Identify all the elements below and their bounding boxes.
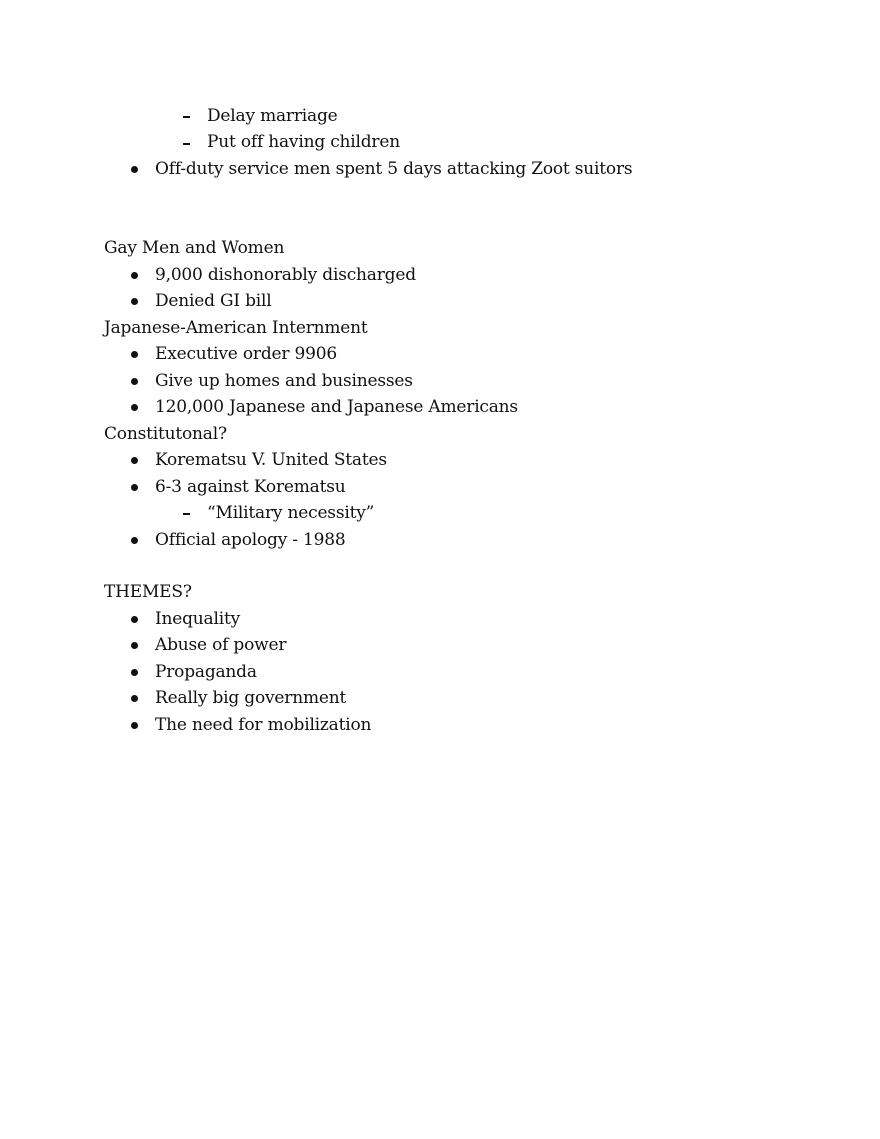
list-item: Inequality — [155, 609, 241, 629]
list-item: Really big government — [155, 688, 347, 708]
section-heading-internment: Japanese-American Internment — [104, 318, 368, 338]
list-item: 6-3 against Korematsu — [155, 477, 346, 497]
bullet-marker — [131, 272, 138, 279]
list-item: Give up homes and businesses — [155, 371, 413, 391]
bullet-marker — [131, 537, 138, 544]
sub-item-military-necessity: “Military necessity” — [207, 503, 375, 523]
list-item: Executive order 9906 — [155, 344, 337, 364]
dash-marker — [183, 143, 190, 145]
bullet-marker — [131, 695, 138, 702]
bullet-marker — [131, 616, 138, 623]
bullet-marker — [131, 298, 138, 305]
list-item: Korematsu V. United States — [155, 450, 387, 470]
list-item: Denied GI bill — [155, 291, 272, 311]
sub-item-put-off-children: Put off having children — [207, 132, 400, 152]
bullet-marker — [131, 642, 138, 649]
bullet-marker — [131, 669, 138, 676]
section-heading-constitutional: Constitutonal? — [104, 424, 227, 444]
bullet-marker — [131, 351, 138, 358]
section-heading-themes: THEMES? — [104, 582, 192, 602]
bullet-marker — [131, 404, 138, 411]
bullet-marker — [131, 378, 138, 385]
bullet-marker — [131, 722, 138, 729]
list-item: 9,000 dishonorably discharged — [155, 265, 416, 285]
bullet-marker — [131, 457, 138, 464]
dash-marker — [183, 513, 190, 515]
section-heading-gay: Gay Men and Women — [104, 238, 285, 258]
list-item-zoot: Off-duty service men spent 5 days attacking Zoot suitors — [155, 159, 633, 179]
bullet-marker — [131, 166, 138, 173]
list-item: 120,000 Japanese and Japanese Americans — [155, 397, 518, 417]
bullet-marker — [131, 484, 138, 491]
list-item: Abuse of power — [155, 635, 287, 655]
list-item: Propaganda — [155, 662, 257, 682]
list-item: Official apology - 1988 — [155, 530, 346, 550]
dash-marker — [183, 116, 190, 118]
list-item: The need for mobilization — [155, 715, 372, 735]
sub-item-delay-marriage: Delay marriage — [207, 106, 338, 126]
